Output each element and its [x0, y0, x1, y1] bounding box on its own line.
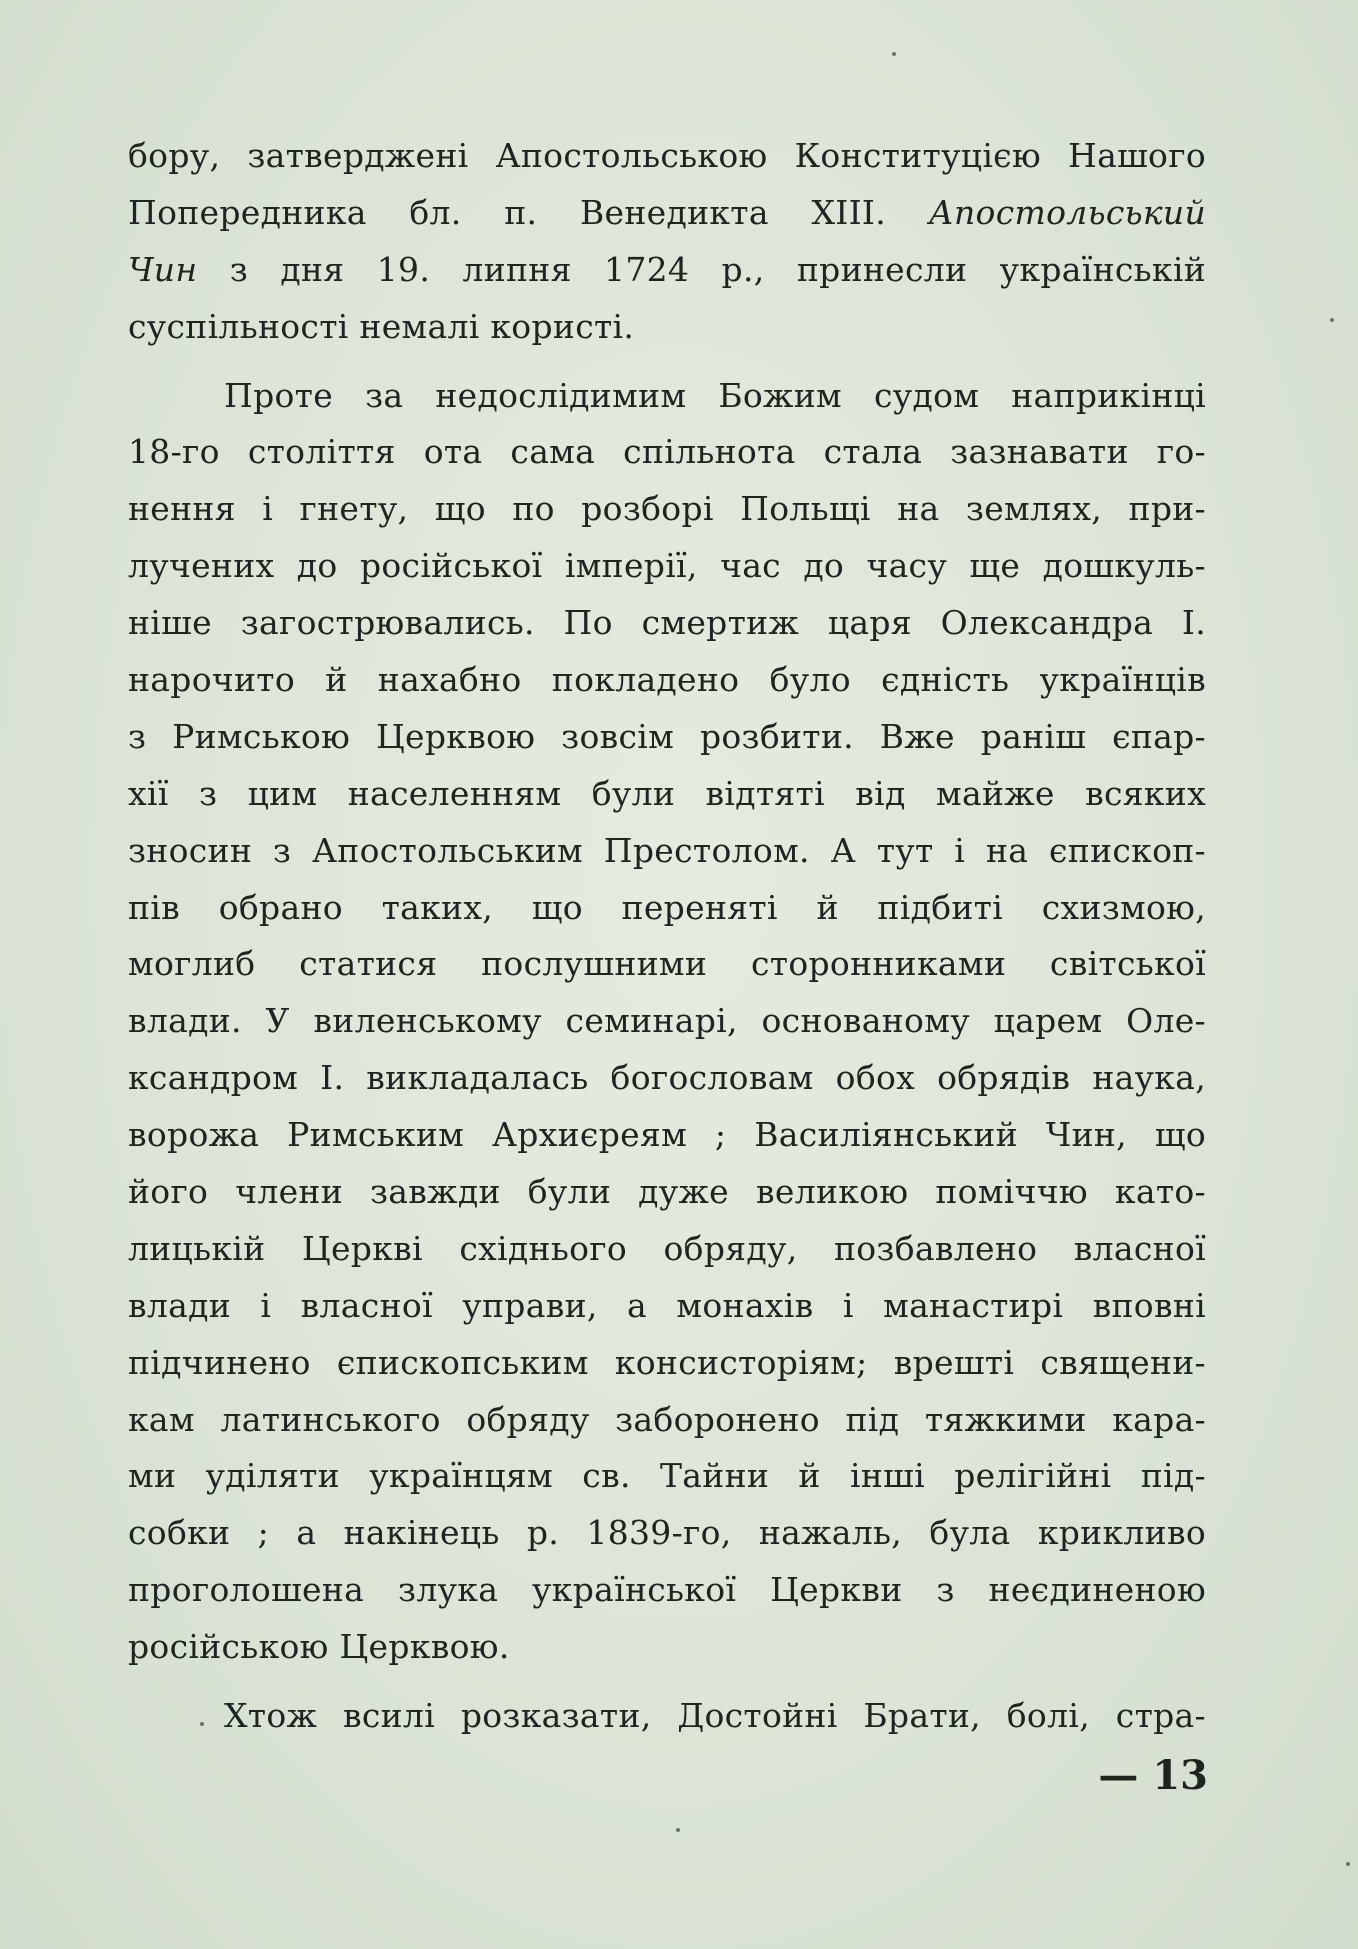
text-line-content: ми уділяти українцям св. Тайни й інші релігійні під- — [128, 1456, 1206, 1496]
text-line-content: ксандром І. викладалась богословам обох обрядів наука, — [128, 1058, 1206, 1098]
text-line — [128, 1050, 1206, 1107]
text-line — [128, 1392, 1206, 1449]
text-line — [128, 1505, 1206, 1562]
text-line — [128, 368, 1206, 425]
text-line-content: пів обрано таких, що переняті й підбиті схизмою, — [128, 887, 1206, 927]
text-line-content: Хтож всилі розказати, Достойні Брати, болі, стра- — [224, 1696, 1206, 1736]
text-line — [128, 936, 1206, 993]
text-line-content: ворожа Римським Архиєреям ; Василіянський Чин, що — [128, 1115, 1206, 1155]
italic-term: Чин — [128, 249, 198, 289]
italic-term: Апостольський — [928, 192, 1206, 232]
text-line — [128, 1448, 1206, 1505]
text-line — [128, 1278, 1206, 1335]
paper-speck — [676, 1828, 680, 1832]
text-line — [128, 128, 1206, 185]
paragraph-gap — [128, 1676, 1206, 1688]
text-line-content: влади і власної управи, а монахів і манастирі вповні — [128, 1285, 1206, 1325]
text-line — [128, 709, 1206, 766]
text-line — [128, 880, 1206, 937]
text-line — [128, 538, 1206, 595]
text-line-content: суспільності немалі користі. — [128, 306, 635, 346]
text-line-content: хії з цим населенням були відтяті від майже всяких — [128, 773, 1206, 813]
text-line — [128, 1688, 1206, 1745]
text-line-content: ніше загострювались. По смертиж царя Олександра І. — [128, 603, 1206, 643]
text-line — [128, 1221, 1206, 1278]
text-line-content: з дня 19. липня 1724 р., принесли українській — [197, 249, 1206, 289]
text-line-content: влади. У виленському семинарі, основаному царем Оле- — [128, 1001, 1206, 1041]
text-line — [128, 766, 1206, 823]
text-line-content: бору, затверджені Апостольською Конституцією Нашого — [128, 136, 1206, 175]
text-line — [128, 481, 1206, 538]
text-line-content: підчинено єпископським консисторіям; врешті священи- — [128, 1342, 1206, 1382]
text-line — [128, 823, 1206, 880]
text-line — [128, 185, 1206, 242]
text-line — [128, 595, 1206, 652]
text-line-content: кам латинського обряду заборонено під тяжкими кара- — [128, 1399, 1206, 1439]
text-line-content: собки ; а накінець р. 1839-го, нажаль, була крикливо — [128, 1513, 1206, 1553]
page-number: — 13 — [1098, 1752, 1208, 1799]
text-line — [128, 1335, 1206, 1392]
text-line-content: лучених до російської імперії, час до часу ще дошкуль- — [128, 546, 1206, 586]
text-line — [128, 1562, 1206, 1619]
text-line — [128, 993, 1206, 1050]
text-line — [128, 242, 1206, 299]
text-line — [128, 1164, 1206, 1221]
text-line-content: проголошена злука української Церкви з неєдиненою — [128, 1570, 1206, 1610]
text-line-content: нення і гнету, що по розборі Польщі на землях, при- — [128, 489, 1206, 529]
text-line — [128, 652, 1206, 709]
text-line-content: 18-го століття ота сама спільнота стала зазнавати го- — [128, 432, 1206, 472]
text-line-content: російською Церквою. — [128, 1627, 510, 1667]
text-line-content: лицькій Церкві східнього обряду, позбавлено власної — [128, 1228, 1206, 1268]
text-line — [128, 299, 1206, 356]
text-line — [128, 1107, 1206, 1164]
text-line-content: з Римською Церквою зовсім розбити. Вже раніш єпар- — [128, 716, 1206, 756]
text-line — [128, 1619, 1206, 1676]
paper-speck — [200, 1722, 204, 1726]
text-line-content: зносин з Апостольським Престолом. А тут і на єпископ- — [128, 830, 1206, 870]
paragraph-gap — [128, 356, 1206, 368]
text-line — [128, 424, 1206, 481]
paper-speck — [1330, 318, 1334, 322]
text-line-content: Попередника бл. п. Венедикта XIII. — [128, 192, 929, 232]
text-line-content: моглиб статися послушними сторонниками світської — [128, 944, 1206, 984]
paper-speck — [1346, 1862, 1350, 1866]
text-line-content: Проте за недослідимим Божим судом наприкінці — [224, 375, 1206, 415]
paper-speck — [892, 52, 896, 56]
body-text — [128, 128, 1206, 1745]
text-line-content: нарочито й нахабно покладено було єдність українців — [128, 660, 1206, 700]
text-line-content: його члени завжди були дуже великою поміччю като- — [128, 1172, 1206, 1212]
